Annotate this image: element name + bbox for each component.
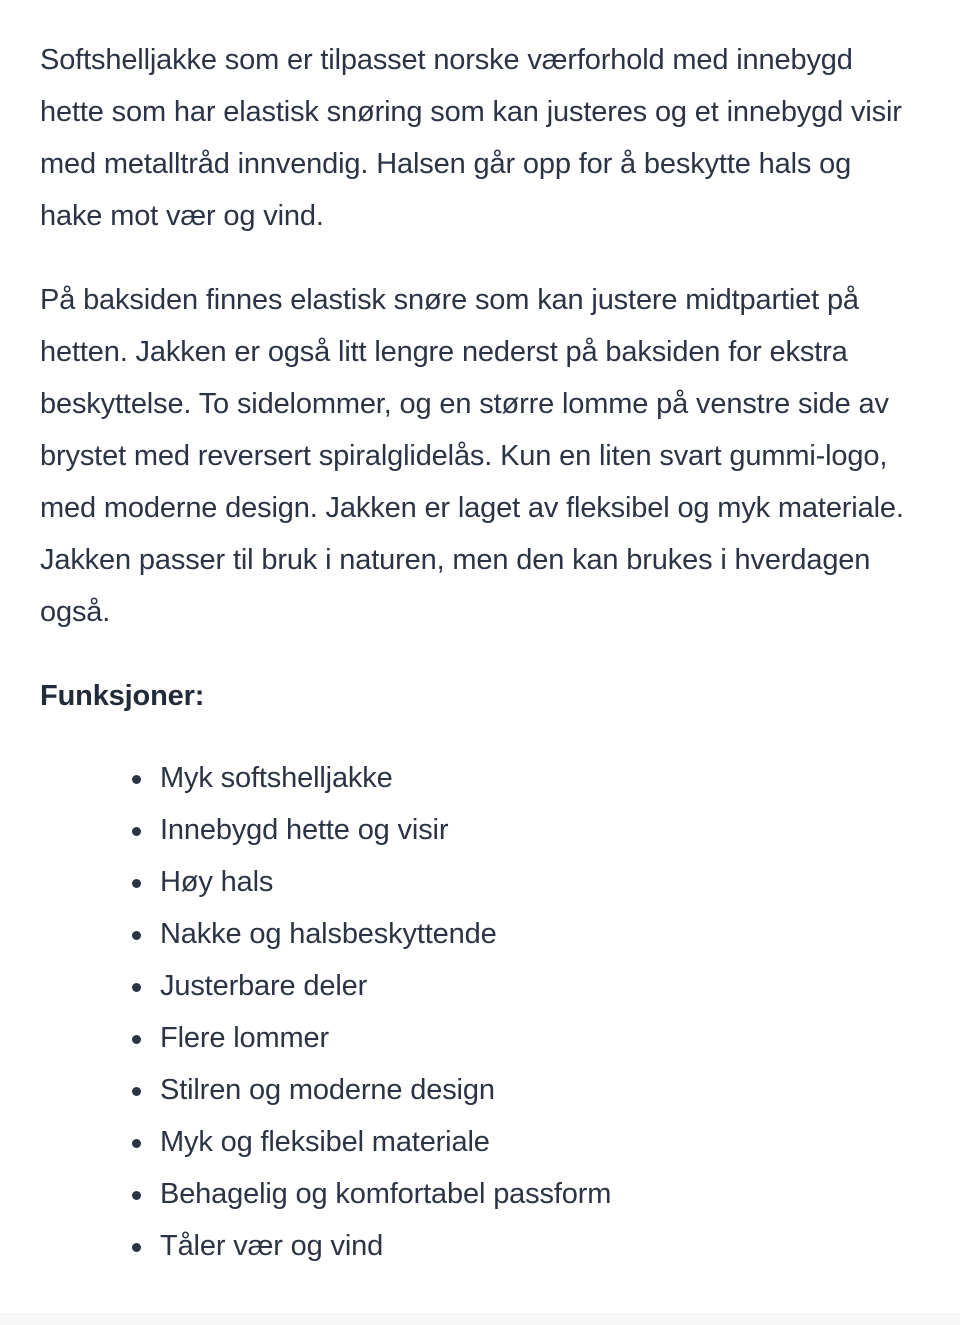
bullet-icon — [132, 1035, 141, 1044]
list-item — [40, 908, 914, 960]
list-item — [40, 1220, 914, 1272]
bullet-icon — [132, 983, 141, 992]
list-item — [40, 856, 914, 908]
list-item-label: Justerbare deler — [160, 970, 368, 1002]
list-item — [40, 752, 914, 804]
list-item — [40, 960, 914, 1012]
bullet-icon — [132, 1243, 141, 1252]
list-item-label: Myk softshelljakke — [160, 762, 393, 794]
features-heading: Funksjoner: — [40, 680, 205, 712]
description-paragraph-1: Softshelljakke som er tilpasset norske værforhold med innebygd hette som har elastisk snøring som kan justeres og et innebygd visir med metalltråd innvendig. Halsen går opp for å beskytte hals og hake mot vær og vind. — [40, 44, 902, 232]
list-item — [40, 1116, 914, 1168]
bullet-icon — [132, 931, 141, 940]
list-item-label: Nakke og halsbeskyttende — [160, 918, 497, 950]
bullet-icon — [132, 827, 141, 836]
description-paragraph-2: På baksiden finnes elastisk snøre som kan justere midtpartiet på hetten. Jakken er også litt lengre nederst på baksiden for ekstra beskyttelse. To sidelommer, og en større lomme på venstre side av brystet med reversert spiralglidelås. Kun en liten svart gummi-logo, med moderne design. Jakken er laget av fleksibel og myk materiale. Jakken passer til bruk i naturen, men den kan brukes i hverdagen også. — [40, 284, 904, 628]
bullet-icon — [132, 1191, 141, 1200]
list-item-label: Høy hals — [160, 866, 274, 898]
list-item — [40, 1012, 914, 1064]
list-item-label: Innebygd hette og visir — [160, 814, 449, 846]
list-item-label: Flere lommer — [160, 1022, 329, 1054]
page-bottom-edge — [0, 1313, 960, 1325]
bullet-icon — [132, 879, 141, 888]
list-item — [40, 1064, 914, 1116]
bullet-icon — [132, 1139, 141, 1148]
bullet-icon — [132, 775, 141, 784]
list-item-label: Stilren og moderne design — [160, 1074, 495, 1106]
list-item-label: Myk og fleksibel materiale — [160, 1126, 490, 1158]
list-item — [40, 1168, 914, 1220]
list-item-label: Behagelig og komfortabel passform — [160, 1178, 612, 1210]
bullet-icon — [132, 1087, 141, 1096]
list-item — [40, 804, 914, 856]
list-item-label: Tåler vær og vind — [160, 1230, 384, 1262]
features-list — [40, 752, 914, 1272]
